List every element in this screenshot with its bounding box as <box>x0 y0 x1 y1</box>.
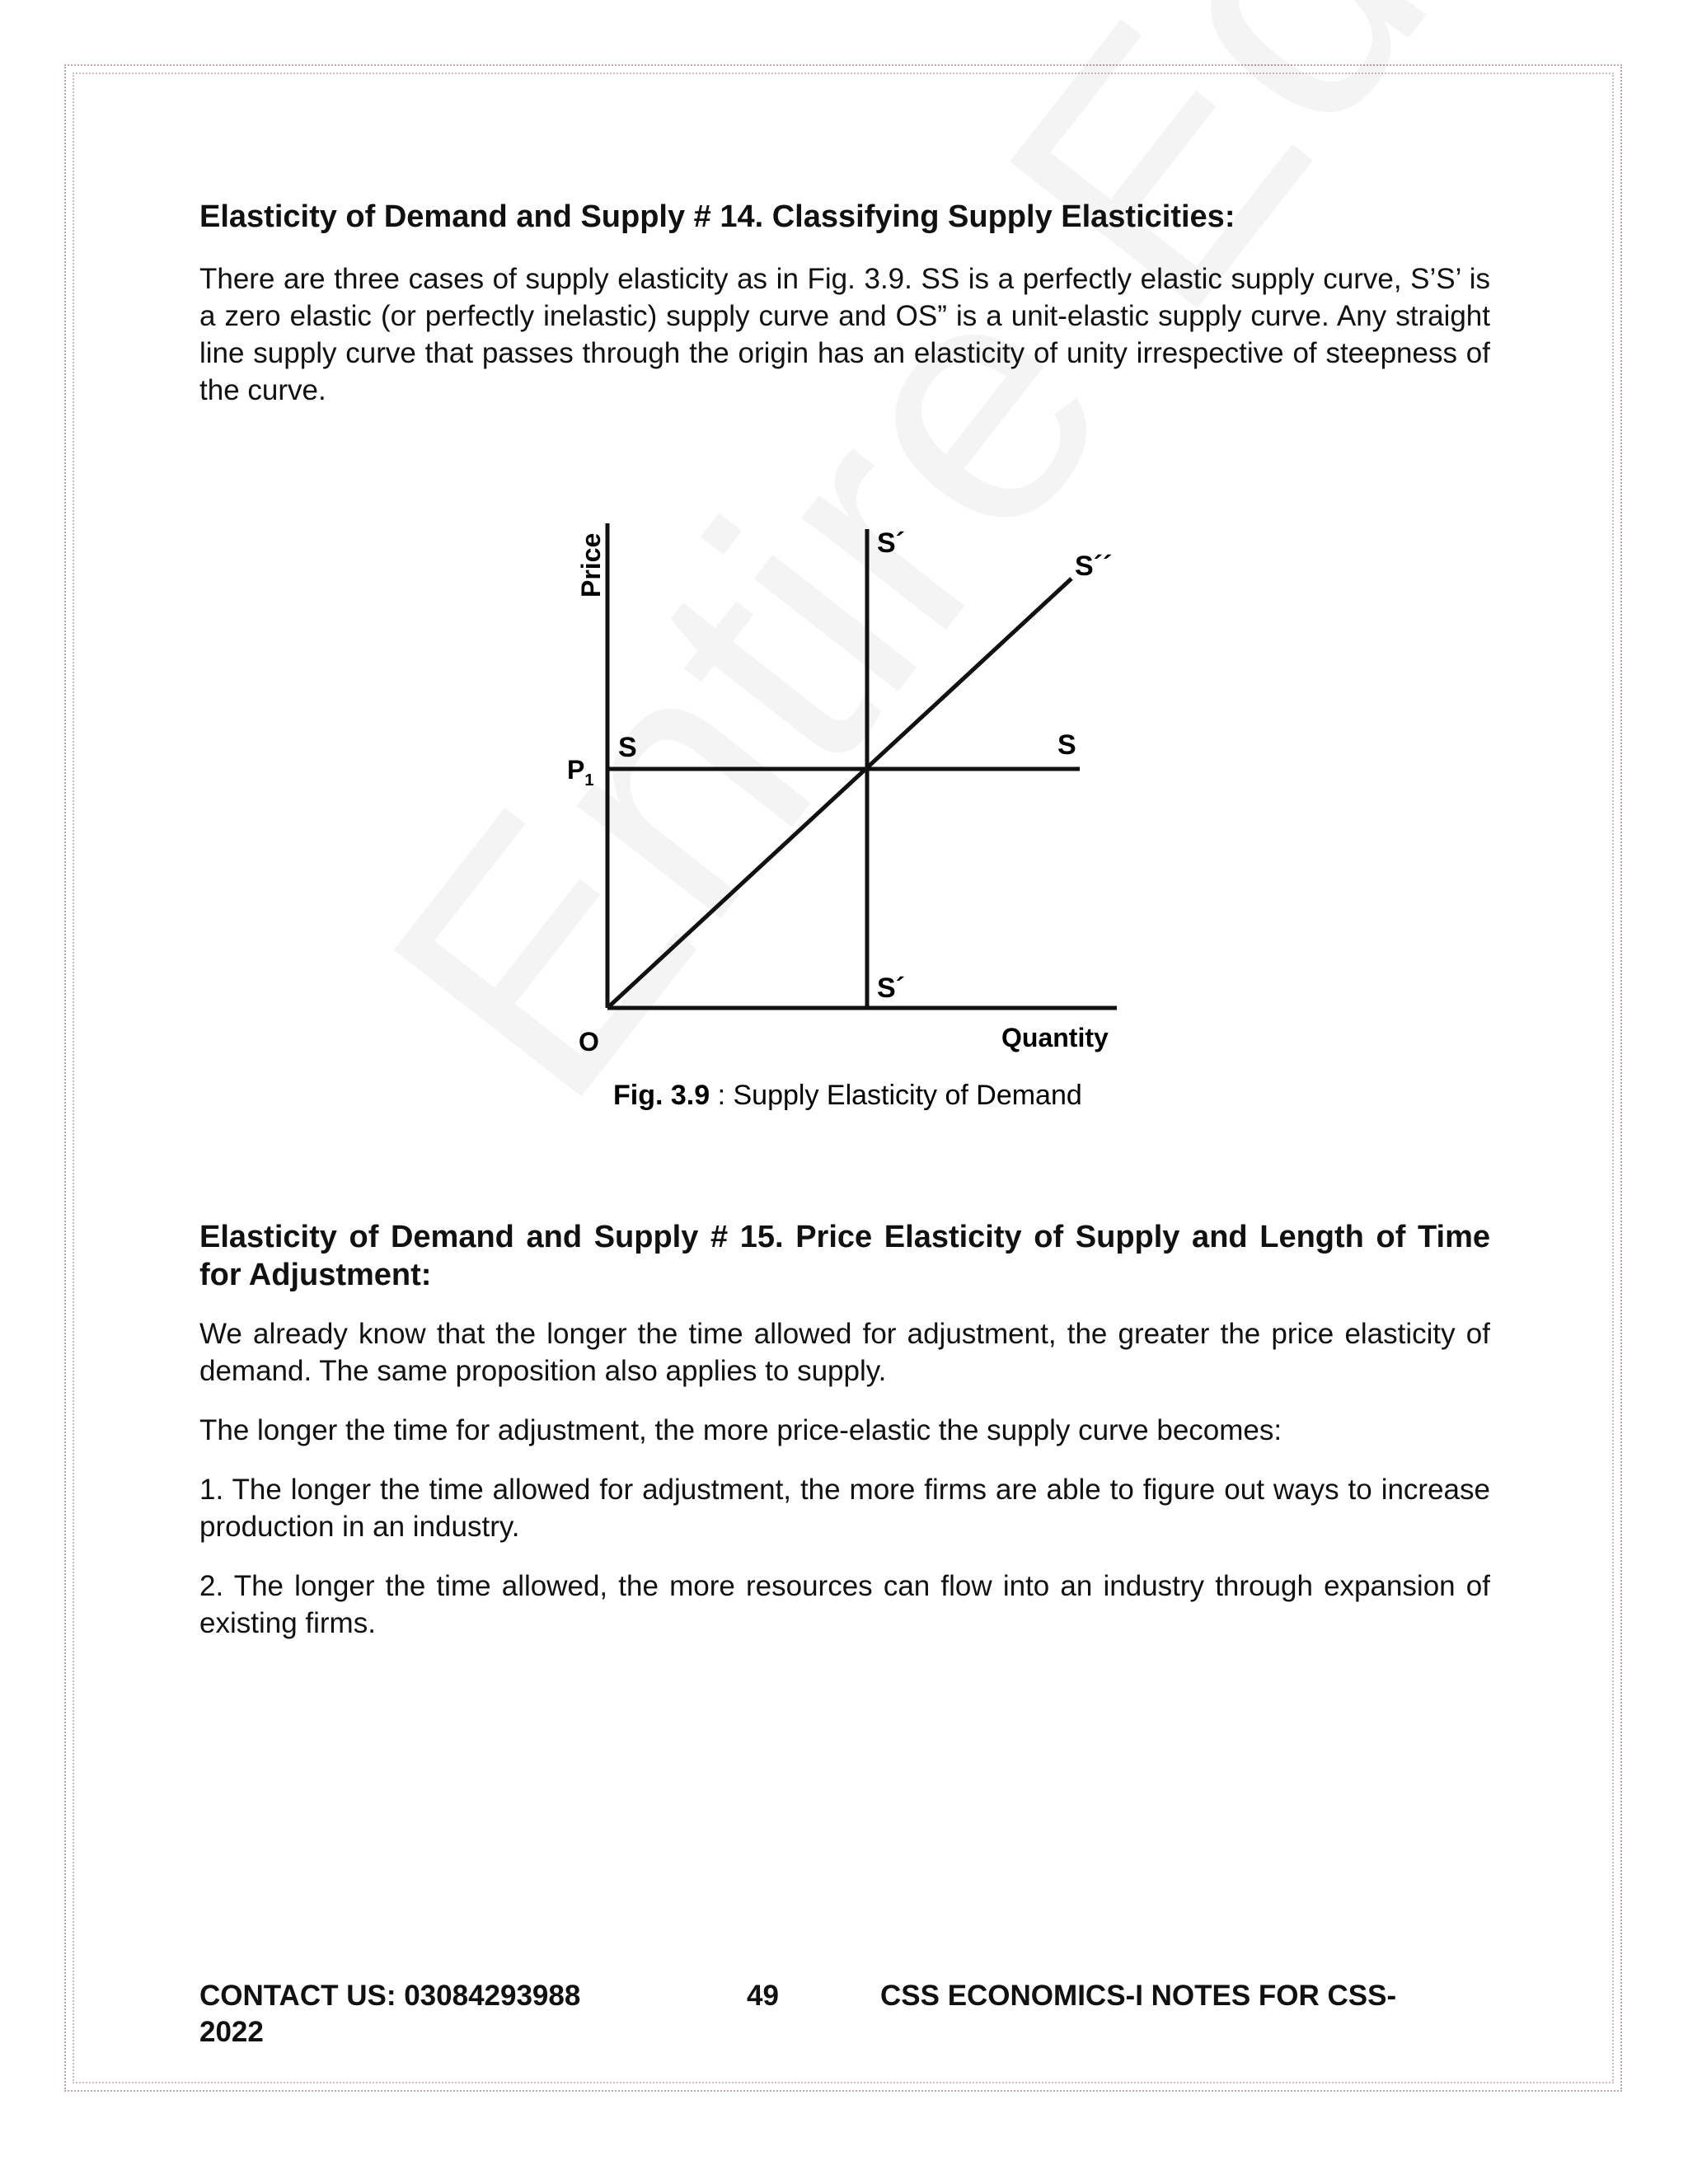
footer-contact-line2: 2022 <box>199 2016 264 2048</box>
footer-page-number: 49 <box>747 1980 779 2012</box>
x-axis-label: Quantity <box>1001 1023 1109 1052</box>
supply-elasticity-chart <box>528 503 1170 1129</box>
section-14 <box>199 198 1490 409</box>
section-15-heading: Elasticity of Demand and Supply # 15. Price Elasticity of Supply and Length of Time for Adjustment: <box>199 1220 1490 1292</box>
origin-label: O <box>579 1027 599 1057</box>
footer-contact-line1: CONTACT US: 03084293988 <box>199 1980 581 2012</box>
s-prime-top-label: S´ <box>877 527 905 559</box>
ss-left-label: S <box>618 732 637 763</box>
price-p1-label: $P_1$ <box>567 755 594 790</box>
figure-3-9 <box>528 503 1170 1129</box>
ss-right-label: S <box>1057 729 1076 761</box>
section-14-paragraph: There are three cases of supply elasticity as in Fig. 3.9. SS is a perfectly elastic supply curve, S’S’ is a zero elastic (or perfectly inelastic) supply curve and OS” is a unit-elastic supply curve. Any straight line supply curve that passes through the origin has an elasticity of unity irrespective of steepness of the curve. <box>199 263 1490 406</box>
s-prime-bottom-label: S´ <box>877 972 905 1004</box>
footer-notes-title: CSS ECONOMICS-I NOTES FOR CSS- <box>880 1980 1397 2012</box>
y-axis-label: Price <box>576 532 606 598</box>
section-15-p4: 2. The longer the time allowed, the more resources can flow into an industry through expansion of existing firms. <box>199 1570 1490 1639</box>
section-14-heading: Elasticity of Demand and Supply # 14. Classifying Supply Elasticities: <box>199 199 1236 234</box>
section-15-p3: 1. The longer the time allowed for adjustment, the more firms are able to figure out ways to increase production in an industry. <box>199 1474 1490 1543</box>
curve-os-double-prime <box>607 579 1071 1008</box>
section-15-p2: The longer the time for adjustment, the more price-elastic the supply curve becomes: <box>199 1414 1282 1446</box>
section-15-p1: We already know that the longer the time allowed for adjustment, the greater the price elasticity of demand. The same proposition also applies to supply. <box>199 1318 1490 1387</box>
section-15 <box>199 1218 1490 1642</box>
s-double-prime-label: S´´ <box>1075 551 1113 582</box>
footer-contact <box>199 1978 628 2050</box>
figure-caption: Fig. 3.9 : Supply Elasticity of Demand <box>613 1080 1082 1111</box>
